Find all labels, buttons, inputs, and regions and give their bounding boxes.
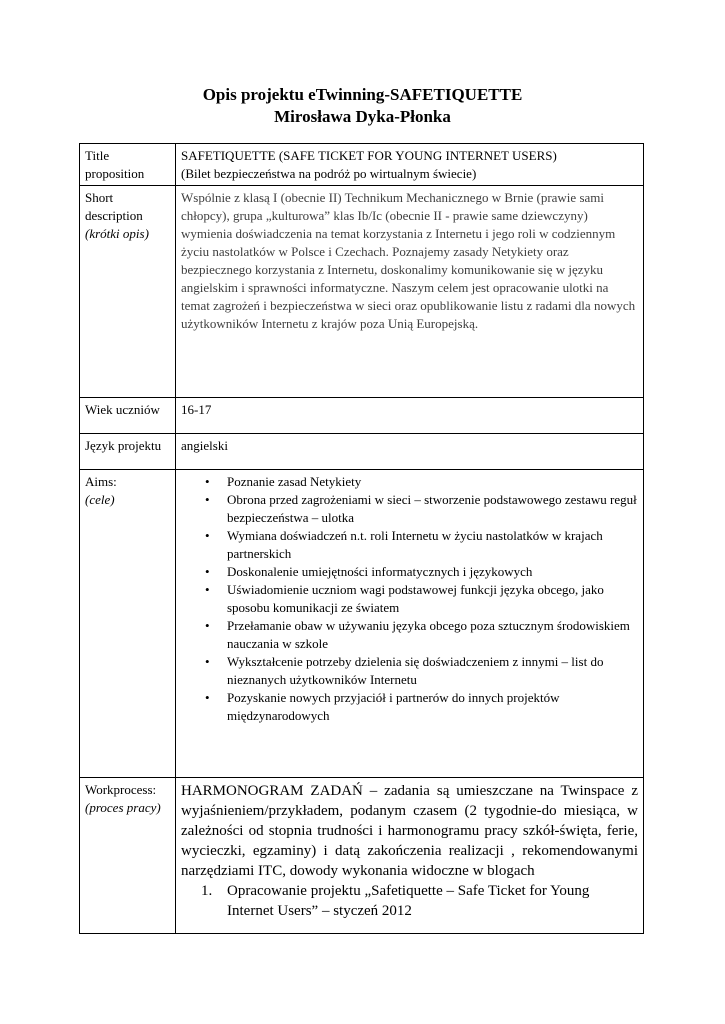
row-aims — [80, 470, 644, 778]
bullet-icon: • — [205, 564, 210, 579]
bullet-icon: • — [205, 690, 210, 705]
bullet-icon: • — [205, 528, 210, 543]
list-item: • Uświadomienie uczniom wagi podstawowej funkcji języka obcego, jako sposobu komunikacji ze światem — [205, 582, 604, 615]
label-title-proposition — [80, 144, 176, 186]
step-text: Opracowanie projektu „Safetiquette – Safe Ticket for Young Internet Users” – styczeń 2012 — [227, 883, 590, 919]
value-workprocess — [176, 778, 644, 934]
workprocess-step-1 — [181, 881, 638, 921]
workprocess-intro: HARMONOGRAM ZADAŃ – zadania są umieszczane na Twinspace z wyjaśnieniem/przykładem, podanym czasem (2 tygodnie-do miesiąca, w zależności od stopnia trudności i harmonogramu pracy szkół-święta, ferie, wycieczki, egzaminy) i datą zakończenia realizacji , rekomendowanymi narzędziami ITC, dowody wykonania widoczne w blogach — [181, 783, 638, 879]
row-language — [80, 434, 644, 470]
row-title-proposition — [80, 144, 644, 186]
age-value: 16-17 — [181, 402, 212, 417]
label-aims — [80, 470, 176, 778]
label-italic: (krótki opis) — [85, 226, 149, 241]
label-text: Wiek uczniów — [85, 402, 160, 417]
row-age — [80, 398, 644, 434]
value-short-description — [176, 186, 644, 398]
project-table — [79, 143, 644, 934]
label-language — [80, 434, 176, 470]
title-proposition-line2: (Bilet bezpieczeństwa na podróż po wirtualnym świecie) — [181, 166, 477, 181]
list-item: • Wymiana doświadczeń n.t. roli Internetu w życiu nastolatków w krajach partnerskich — [205, 528, 603, 561]
bullet-icon: • — [205, 474, 210, 489]
row-workprocess — [80, 778, 644, 934]
row-short-description — [80, 186, 644, 398]
bullet-icon: • — [205, 654, 210, 669]
title-proposition-line1: SAFETIQUETTE (SAFE TICKET FOR YOUNG INTERNET USERS) — [181, 148, 557, 163]
language-value: angielski — [181, 438, 228, 453]
label-age — [80, 398, 176, 434]
document-title: Opis projektu eTwinning-SAFETIQUETTE — [202, 85, 523, 104]
document-author: Mirosława Dyka-Płonka — [274, 107, 451, 126]
label-italic: (proces pracy) — [85, 800, 161, 815]
label-text: Title proposition — [85, 148, 145, 181]
label-text: Workprocess: — [85, 782, 157, 797]
list-item: • Pozyskanie nowych przyjaciół i partnerów do innych projektów międzynarodowych — [205, 690, 560, 723]
list-item: • Poznanie zasad Netykiety — [205, 474, 362, 489]
aims-list — [181, 473, 638, 725]
label-workprocess — [80, 778, 176, 934]
bullet-icon: • — [205, 582, 210, 597]
bullet-icon: • — [205, 618, 210, 633]
list-item: • Doskonalenie umiejętności informatycznych i językowych — [205, 564, 533, 579]
value-aims — [176, 470, 644, 778]
value-language — [176, 434, 644, 470]
short-description-text: Wspólnie z klasą I (obecnie II) Technikum Mechanicznego w Brnie (prawie sami chłopcy), grupa „kulturowa” klas Ib/Ic (obecnie II - prawie same dziewczyny) wymienia doświadczenia na temat korzystania z Internetu i jego roli w codziennym życiu nastolatków w Polsce i Czechach. Poznajemy zasady Netykiety oraz bezpiecznego korzystania z Internetu, doskonalimy komunikowanie się w języku angielskim i sprawności informatyczne. Naszym celem jest opracowanie ulotki na temat zagrożeń i bezpieczeństwa w sieci oraz opublikowanie listu z radami dla nowych użytkowników Internetu z krajów poza Unią Europejską. — [181, 190, 636, 331]
label-text: Short description — [85, 190, 143, 223]
step-number: 1. — [201, 883, 213, 899]
label-short-description — [80, 186, 176, 398]
value-title-proposition — [176, 144, 644, 186]
bullet-icon: • — [205, 492, 210, 507]
value-age — [176, 398, 644, 434]
label-text: Aims: — [85, 474, 117, 489]
label-italic: (cele) — [85, 492, 115, 507]
list-item: • Przełamanie obaw w używaniu języka obcego poza sztucznym środowiskiem nauczania w szkole — [205, 618, 630, 651]
list-item: • Wykształcenie potrzeby dzielenia się doświadczeniem z innymi – list do nieznanych użytkowników Internetu — [205, 654, 604, 687]
label-text: Język projektu — [85, 438, 162, 453]
list-item: • Obrona przed zagrożeniami w sieci – stworzenie podstawowego zestawu reguł bezpieczeństwa – ulotka — [205, 492, 637, 525]
